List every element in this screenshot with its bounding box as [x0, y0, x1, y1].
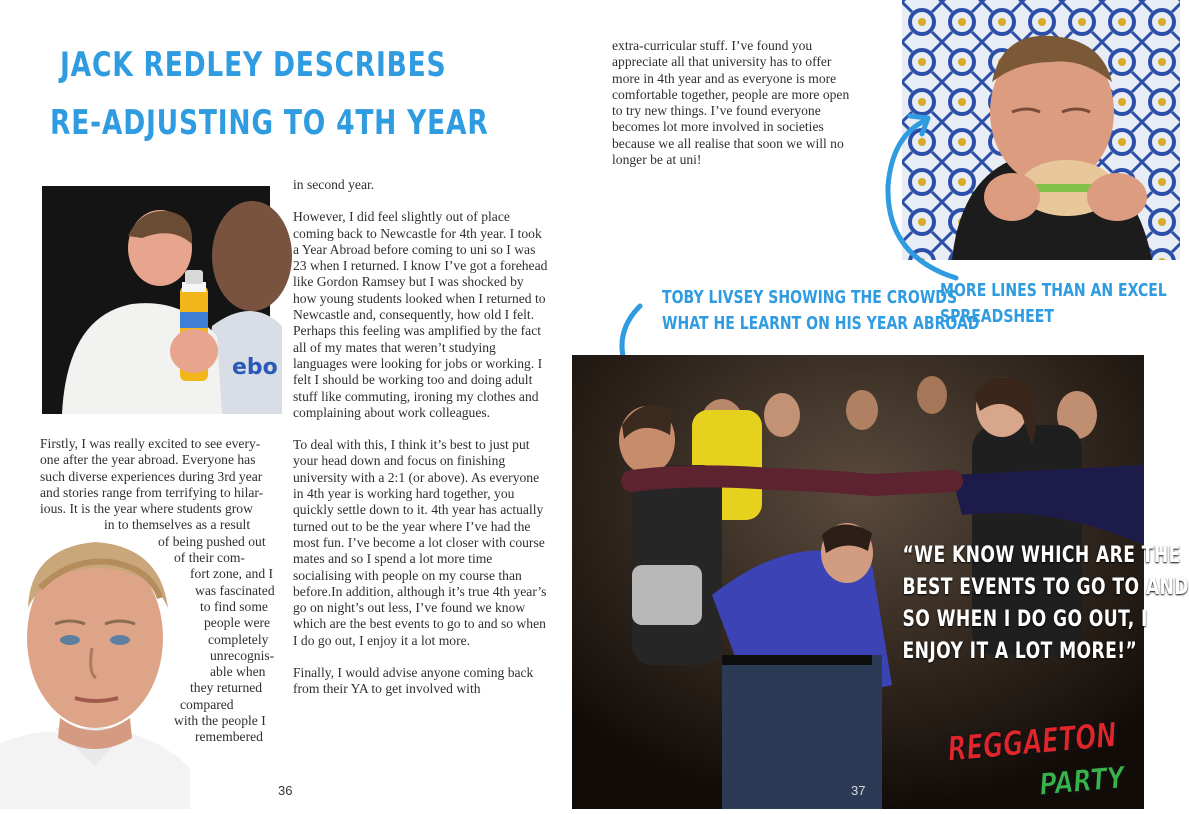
- col1-line: and stories range from terrifying to hilar-: [40, 484, 264, 500]
- col2-paragraph: However, I did feel slightly out of place coming back to Newcastle for 4th year. I took a Year Abroad before coming to uni so I was 23 when I returned. I know I’ve got a forehead like Gordon Ramsey but I was shocked by how young students looked when I returned to Newcastle and, consequently, how old I felt. Perhaps this feeling was amplified by the fact all of my mates that weren’t studying languages were looking for jobs or working. I felt I should be working too and doing adult stuff like commuting, ironing my clothes and complaining about work colleagues.: [293, 209, 548, 420]
- article-title-line-1: JACK REDLEY DESCRIBES: [60, 45, 447, 85]
- column-3-text: [612, 38, 862, 184]
- logo-reggaeton-text: REGGAETON: [946, 715, 1119, 770]
- gordon-illustration: [0, 528, 190, 809]
- col1-line: people were: [204, 615, 271, 631]
- col2-paragraph: Finally, I would advise anyone coming back from their YA to get involved with: [293, 665, 534, 697]
- col1-line: they returned: [190, 680, 263, 696]
- pull-quote: [902, 540, 1189, 668]
- col1-line: Firstly, I was really excited to see every-: [40, 436, 261, 451]
- arrow-toward-burger-man: [866, 106, 986, 286]
- caption-excel-line-1: MORE LINES THAN AN EXCEL: [940, 280, 1167, 301]
- col1-line: of being pushed out: [158, 533, 266, 549]
- logo-party-text: PARTY: [1038, 760, 1126, 803]
- col1-line: fort zone, and I: [190, 566, 274, 582]
- page-number-right: 37: [851, 783, 866, 798]
- col1-line: able when: [210, 664, 266, 680]
- pull-quote-line-4: ENJOY IT A LOT MORE!”: [902, 639, 1138, 664]
- caption-excel: [940, 278, 1167, 330]
- caption-toby-line-2: WHAT HE LEARNT ON HIS YEAR ABROAD: [662, 313, 980, 334]
- column-2-text: [293, 177, 549, 714]
- col1-line: ious. It is the year where students grow: [40, 501, 253, 517]
- pull-quote-line-1: “WE KNOW WHICH ARE THE: [902, 543, 1181, 568]
- reggaeton-party-logo: [946, 715, 1144, 809]
- caption-toby-line-1: TOBY LIVSEY SHOWING THE CROWDS: [662, 287, 958, 308]
- col1-line: compared: [180, 696, 234, 712]
- caption-toby: [662, 285, 979, 337]
- col3-paragraph: extra-curricular stuff. I’ve found you appreciate all that university has to offer more in 4th year and as everyone is more comfortable together, people are more open to try new things. I’ve found everyone becomes lot more involved in societies because we all realise that soon we will no longer be at uni!: [612, 38, 850, 168]
- col1-line: one after the year abroad. Everyone has: [40, 452, 256, 468]
- col1-line: was fascinated: [195, 582, 275, 598]
- col1-line: unrecognis-: [210, 647, 275, 663]
- photo-jack-with-bottle: [42, 186, 278, 414]
- col2-paragraph: To deal with this, I think it’s best to just put your head down and focus on finishing university with a 2:1 (or above). As everyone in 4th year is working hard together, you quickly settle down to it. 4th year has actually turned out to be the year where I’ve had the most fun. I’ve become a lot closer with course mates and so I spend a lot more time socialising with people on my course than before.In addition, although it’s true 4th year’s go on night’s out less, I’ve found we know which are the best events to go to and so when I do go out, I enjoy it a lot more.: [293, 437, 547, 648]
- pull-quote-line-2: BEST EVENTS TO GO TO AND: [902, 575, 1189, 600]
- col1-line: in to themselves as a result: [104, 517, 251, 533]
- pull-quote-line-3: SO WHEN I DO GO OUT, I: [902, 607, 1148, 632]
- col1-line: of their com-: [174, 550, 245, 566]
- col1-line: such diverse experiences during 3rd year: [40, 468, 263, 484]
- col2-paragraph: in second year.: [293, 177, 375, 192]
- col1-line: to find some: [200, 598, 268, 614]
- photo-jack-illustration: [42, 186, 278, 414]
- photo-gordon-ramsay-cutout: [0, 528, 190, 809]
- svg-text:ebo: ebo: [232, 355, 278, 380]
- article-title-line-2: RE-ADJUSTING TO 4TH YEAR: [50, 103, 489, 143]
- col1-line: remembered: [195, 729, 263, 745]
- caption-excel-line-2: SPREADSHEET: [940, 306, 1054, 327]
- col1-line: completely: [208, 631, 269, 647]
- page-number-left: 36: [278, 783, 293, 798]
- col1-line: with the people I: [174, 713, 266, 729]
